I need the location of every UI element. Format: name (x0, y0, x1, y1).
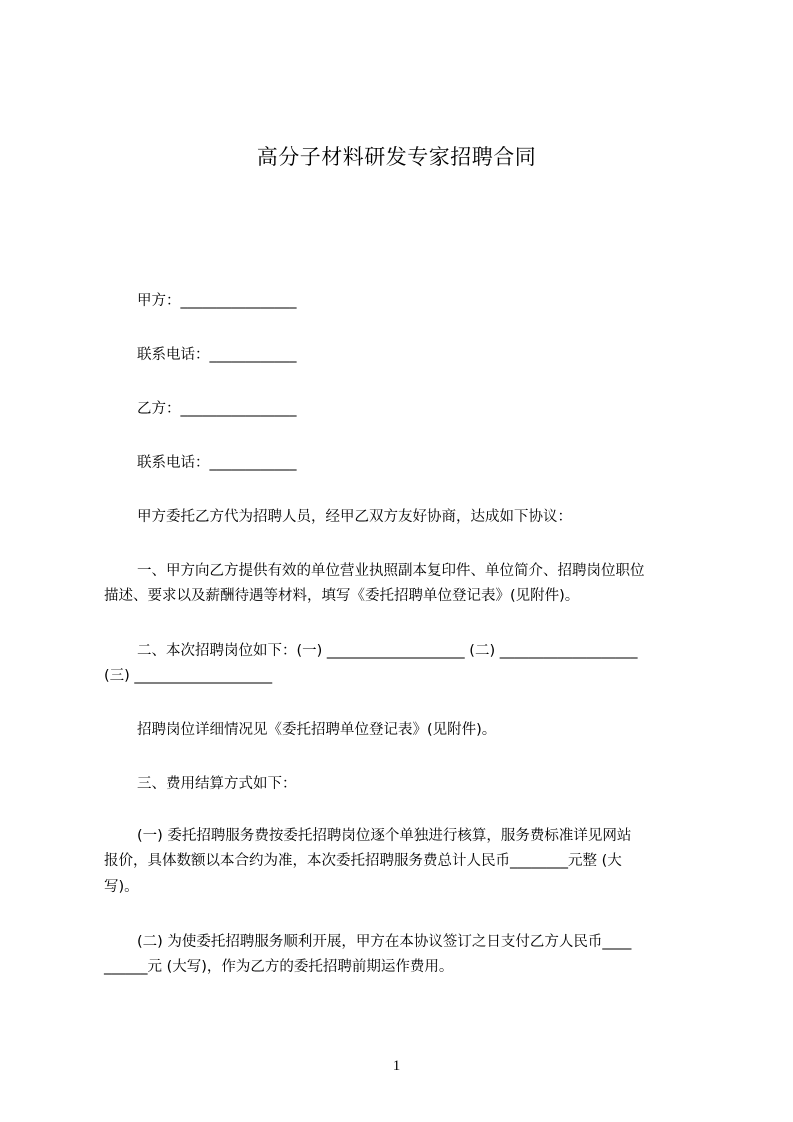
agreement-intro: 甲方委托乙方代为招聘人员，经甲乙双方友好协商，达成如下协议： (137, 509, 572, 525)
position-details-note: 招聘岗位详细情况见《委托招聘单位登记表》(见附件)。 (137, 722, 497, 738)
clause-3-2-line-1: (二) 为使委托招聘服务顺利开展，甲方在本协议签订之日支付乙方人民币____ (137, 934, 632, 950)
contract-title: 高分子材料研发专家招聘合同 (256, 145, 537, 169)
clause-3-2-line-2: ______元 (大写)，作为乙方的委托招聘前期运作费用。 (104, 959, 454, 975)
clause-3-1-line-3: 写)。 (104, 879, 139, 895)
clause-1-line-2: 描述、要求以及薪酬待遇等材料，填写《委托招聘单位登记表》(见附件)。 (104, 588, 580, 604)
clause-2-line-1: 二、本次招聘岗位如下：(一) ___________________ (二) ___________________ (137, 643, 638, 659)
clause-3-1-line-1: (一) 委托招聘服务费按委托招聘岗位逐个单独进行核算，服务费标准详见网站 (137, 828, 632, 844)
party-a-field: 甲方：________________ (137, 293, 297, 309)
party-b-phone-field: 联系电话：____________ (137, 455, 297, 471)
clause-2-line-2: (三) ___________________ (104, 668, 273, 684)
party-a-phone-field: 联系电话：____________ (137, 347, 297, 363)
clause-1-line-1: 一、甲方向乙方提供有效的单位营业执照副本复印件、单位简介、招聘岗位职位 (137, 563, 645, 579)
clause-3-1-line-2: 报价，具体数额以本合约为准，本次委托招聘服务费总计人民币________元整 (大 (104, 853, 622, 869)
clause-3-heading: 三、费用结算方式如下： (137, 776, 297, 792)
page-number: 1 (392, 1058, 401, 1074)
party-b-field: 乙方：________________ (137, 401, 297, 417)
